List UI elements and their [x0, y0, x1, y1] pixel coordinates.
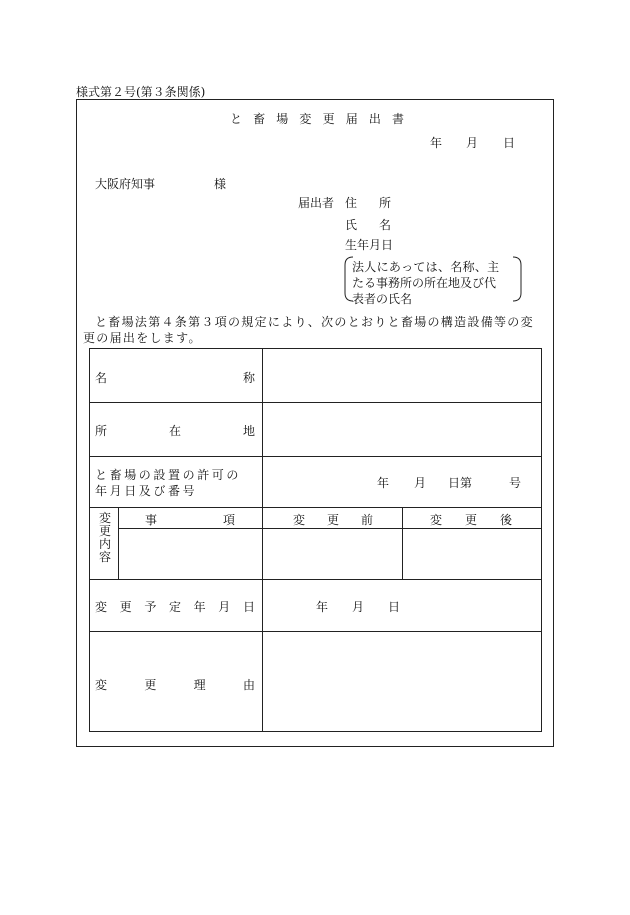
corporate-note-line: たる事務所の所在地及び代: [352, 276, 497, 290]
permit-number: 号: [509, 476, 522, 490]
corporate-note-line: 法人にあっては、名称、主: [352, 260, 500, 274]
permit-day-no: 日第: [448, 476, 473, 490]
scheduled-year: 年: [316, 600, 329, 614]
header-before: 変 更 前: [293, 513, 373, 527]
body-text-line: と畜場法第４条第３項の規定により、次のとおりと畜場の構造設備等の変: [95, 315, 534, 329]
scheduled-day: 日: [388, 600, 401, 614]
table-rule: [262, 348, 263, 732]
row-label-location: 所 在 地: [95, 424, 255, 438]
applicant-birthdate-label: 生年月日: [345, 238, 394, 252]
table-rule: [402, 507, 403, 579]
title-char: 畜: [253, 112, 266, 126]
date-year: 年: [430, 136, 443, 150]
row-label-reason: 変 更 理 由: [95, 678, 255, 692]
row-label-permit: と畜場の設置の許可の: [95, 468, 242, 482]
form-title: [230, 110, 404, 127]
table-rule: [89, 631, 542, 632]
table-rule: [89, 579, 542, 580]
date-month: 月: [466, 136, 479, 150]
change-content-label: 変 更 内 容: [98, 511, 111, 564]
title-char: 出: [368, 112, 381, 126]
row-label-name: 名 称: [95, 371, 255, 385]
scheduled-month: 月: [352, 600, 365, 614]
title-char: 書: [391, 112, 404, 126]
title-char: 届: [345, 112, 358, 126]
table-rule: [89, 402, 542, 403]
table-rule: [89, 456, 542, 457]
row-label-permit: 年月日及び番号: [95, 484, 198, 498]
permit-month: 月: [414, 476, 427, 490]
addressee-honorific: 様: [214, 177, 227, 191]
corporate-note-line: 表者の氏名: [352, 292, 413, 306]
applicant-name-label: 氏 名: [345, 218, 391, 232]
form-table: [89, 348, 542, 732]
title-char: 場: [276, 112, 289, 126]
table-rule: [118, 528, 542, 529]
addressee-name: 大阪府知事: [95, 177, 156, 191]
title-char: 更: [322, 112, 335, 126]
date-day: 日: [503, 136, 516, 150]
applicant-label: 届出者: [298, 196, 335, 210]
applicant-address-label: 住 所: [345, 196, 391, 210]
header-after: 変 更 後: [430, 513, 512, 527]
table-rule: [89, 507, 542, 508]
body-text-line: 更の届出をします。: [83, 331, 202, 345]
title-char: と: [230, 112, 243, 126]
form-number-label: 様式第２号(第３条関係): [76, 85, 206, 99]
header-item: 事 項: [145, 513, 235, 527]
permit-year: 年: [377, 476, 390, 490]
title-char: 変: [299, 112, 312, 126]
row-label-scheduled-date: 変 更 予 定 年 月 日: [95, 600, 255, 614]
table-rule: [118, 507, 119, 579]
